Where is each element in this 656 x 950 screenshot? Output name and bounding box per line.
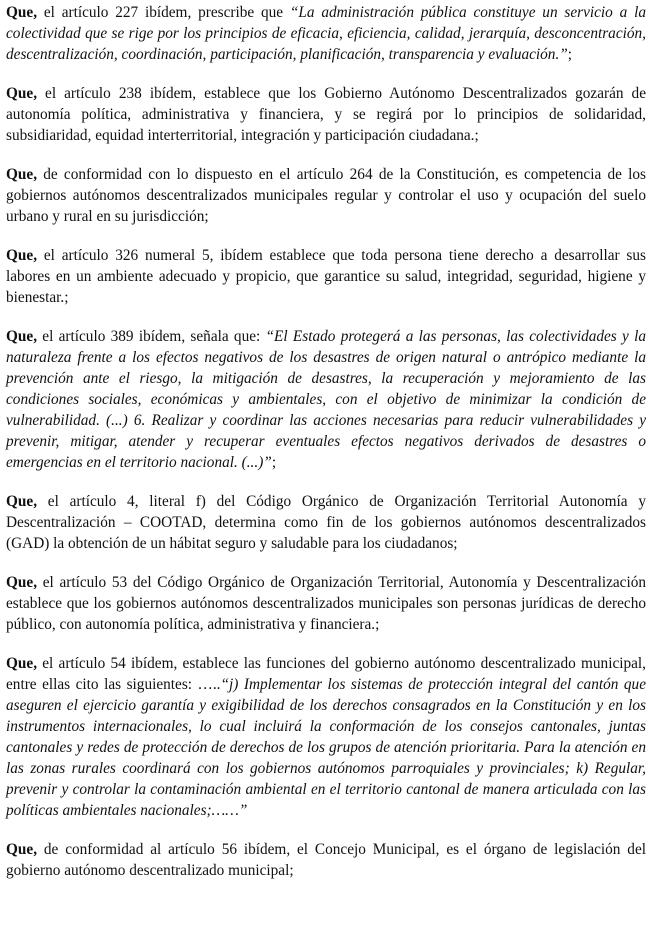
considerando-paragraph bbox=[6, 245, 646, 308]
paragraph-text: el artículo 54 ibídem, establece las funciones del gobierno autónomo descentralizado municipal, entre ellas cito las siguientes: ….. bbox=[6, 655, 646, 693]
paragraph-text: el artículo 53 del Código Orgánico de Organización Territorial, Autonomía y Descentralización establece que los gobiernos autónomos descentralizados municipales son personas jurídicas de derecho público, con autonomía política, administrativa y financiera.; bbox=[6, 574, 646, 633]
considerando-paragraph bbox=[6, 491, 646, 554]
paragraph-lead: Que, bbox=[6, 4, 38, 21]
considerando-paragraph bbox=[6, 839, 646, 881]
paragraph-quote: “El Estado protegerá a las personas, las colectividades y la naturaleza frente a los efectos negativos de los desastres de origen natural o antrópico mediante la prevención ante el riesgo, la mitigación de desastres, la recuperación y mejoramiento de las condiciones sociales, económicas y ambientales, con el objetivo de minimizar la condición de vulnerabilidad. (...) 6. Realizar y coordinar las acciones necesarias para reducir vulnerabilidades y prevenir, mitigar, atender y recuperar eventuales efectos negativos derivados de desastres o emergencias en el territorio nacional. (...)” bbox=[6, 328, 646, 471]
paragraph-text: de conformidad al artículo 56 ibídem, el Concejo Municipal, es el órgano de legislación del gobierno autónomo descentralizado municipal; bbox=[6, 841, 646, 879]
paragraph-lead: Que, bbox=[6, 85, 38, 102]
paragraph-lead: Que, bbox=[6, 166, 38, 183]
paragraph-tail: ; bbox=[567, 46, 573, 63]
considerando-paragraph bbox=[6, 653, 646, 821]
paragraph-lead: Que, bbox=[6, 493, 38, 510]
paragraph-text: el artículo 238 ibídem, establece que los Gobierno Autónomo Descentralizados gozarán de autonomía política, administrativa y financiera, y se regirá por lo principios de solidaridad, subsidiaridad, equidad interterritorial, integración y participación ciudadana.; bbox=[6, 85, 646, 144]
paragraph-text: el artículo 326 numeral 5, ibídem establece que toda persona tiene derecho a desarrollar sus labores en un ambiente adecuado y propicio, que garantice su salud, integridad, seguridad, higiene y bienestar.; bbox=[6, 247, 646, 306]
considerando-paragraph bbox=[6, 164, 646, 227]
paragraph-quote: “j) Implementar los sistemas de protección integral del cantón que aseguren el ejercicio garantía y exigibilidad de los derechos consagrados en la Constitución y en los instrumentos internacionales, lo cual incluirá la conformación de los consejos cantonales, juntas cantonales y redes de protección de derechos de los grupos de atención prioritaria. Para la atención en las zonas rurales coordinará con los gobiernos autónomos parroquiales y provinciales; k) Regular, prevenir y controlar la contaminación ambiental en el territorio cantonal de manera articulada con las políticas ambientales nacionales;……” bbox=[6, 676, 646, 819]
paragraph-lead: Que, bbox=[6, 328, 38, 345]
paragraph-tail: ; bbox=[271, 454, 277, 471]
paragraph-text: el artículo 227 ibídem, prescribe que bbox=[37, 4, 290, 21]
paragraph-lead: Que, bbox=[6, 574, 38, 591]
paragraph-quote: “La administración pública constituye un servicio a la colectividad que se rige por los principios de eficacia, eficiencia, calidad, jerarquía, desconcentración, descentralización, coordinación, participación, planificación, transparencia y evaluación.” bbox=[6, 4, 646, 63]
considerando-paragraph bbox=[6, 326, 646, 473]
paragraph-text: el artículo 4, literal f) del Código Orgánico de Organización Territorial Autonomía y Descentralización – COOTAD, determina como fin de los gobiernos autónomos descentralizados (GAD) la obtención de un hábitat seguro y saludable para los ciudadanos; bbox=[6, 493, 646, 552]
paragraph-lead: Que, bbox=[6, 247, 38, 264]
considerando-paragraph bbox=[6, 572, 646, 635]
considerando-paragraph bbox=[6, 83, 646, 146]
considerando-paragraph bbox=[6, 2, 646, 65]
paragraph-text: de conformidad con lo dispuesto en el artículo 264 de la Constitución, es competencia de los gobiernos autónomos descentralizados municipales regular y controlar el uso y ocupación del suelo urbano y rural en su jurisdicción; bbox=[6, 166, 646, 225]
paragraph-text: el artículo 389 ibídem, señala que: bbox=[37, 328, 266, 345]
paragraph-lead: Que, bbox=[6, 655, 38, 672]
paragraph-lead: Que, bbox=[6, 841, 38, 858]
